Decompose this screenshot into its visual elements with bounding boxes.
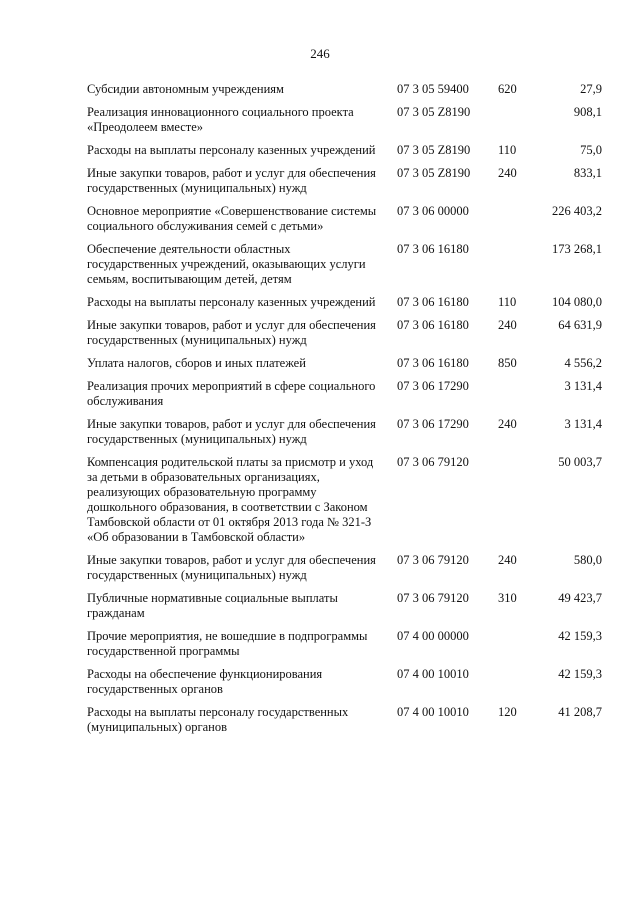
table-row (87, 105, 602, 135)
row-name: Иные закупки товаров, работ и услуг для обеспечения государственных (муниципальных) нужд (87, 166, 376, 195)
table-row (87, 667, 602, 697)
row-code: 07 3 06 16180 (397, 318, 469, 332)
row-name: Расходы на выплаты персоналу государственных (муниципальных) органов (87, 705, 349, 734)
row-name: Расходы на выплаты персоналу казенных учреждений (87, 143, 376, 157)
row-code: 07 4 00 00000 (397, 629, 469, 643)
row-amount: 3 131,4 (564, 379, 602, 393)
row-code: 07 3 06 00000 (397, 204, 469, 218)
row-amount: 64 631,9 (558, 318, 602, 332)
row-amount: 173 268,1 (552, 242, 602, 256)
table-row (87, 356, 602, 371)
row-name: Публичные нормативные социальные выплаты гражданам (87, 591, 338, 620)
row-code: 07 3 05 59400 (397, 82, 469, 96)
row-code: 07 3 05 Z8190 (397, 166, 471, 180)
row-name: Реализация инновационного социального проекта «Преодолеем вместе» (87, 105, 354, 134)
table-row (87, 379, 602, 409)
row-name: Основное мероприятие «Совершенствование системы социального обслуживания семей с детьми» (87, 204, 377, 233)
row-code: 07 3 06 17290 (397, 379, 469, 393)
row-amount: 580,0 (573, 553, 602, 567)
row-name: Иные закупки товаров, работ и услуг для обеспечения государственных (муниципальных) нужд (87, 553, 376, 582)
row-type: 850 (498, 356, 517, 370)
row-type: 110 (498, 295, 517, 309)
budget-table (87, 82, 602, 743)
row-type: 620 (498, 82, 517, 96)
table-row (87, 143, 602, 158)
row-name: Компенсация родительской платы за присмотр и уход за детьми в образовательных организациях, реализующих образовательную программу дошкольного образования, в соответствии с Законом Тамбовской области от 01 октября 2013 года № 321-З «Об образовании в Тамбовской области» (87, 455, 374, 544)
table-row (87, 204, 602, 234)
row-amount: 4 556,2 (564, 356, 602, 370)
row-code: 07 4 00 10010 (397, 667, 469, 681)
row-amount: 3 131,4 (564, 417, 602, 431)
row-name: Реализация прочих мероприятий в сфере социального обслуживания (87, 379, 376, 408)
row-amount: 833,1 (573, 166, 602, 180)
row-name: Прочие мероприятия, не вошедшие в подпрограммы государственной программы (87, 629, 368, 658)
table-row (87, 242, 602, 287)
row-amount: 226 403,2 (552, 204, 602, 218)
row-code: 07 3 05 Z8190 (397, 105, 471, 119)
row-code: 07 3 06 16180 (397, 242, 469, 256)
table-row (87, 629, 602, 659)
row-amount: 50 003,7 (558, 455, 602, 469)
row-type: 110 (498, 143, 517, 157)
row-code: 07 3 05 Z8190 (397, 143, 471, 157)
row-code: 07 3 06 16180 (397, 295, 469, 309)
row-name: Расходы на обеспечение функционирования государственных органов (87, 667, 323, 696)
row-name: Иные закупки товаров, работ и услуг для обеспечения государственных (муниципальных) нужд (87, 318, 376, 347)
row-name: Расходы на выплаты персоналу казенных учреждений (87, 295, 376, 309)
row-type: 120 (498, 705, 517, 719)
page-number: 246 (310, 46, 330, 61)
table-row (87, 417, 602, 447)
table-row (87, 553, 602, 583)
row-type: 240 (498, 166, 517, 180)
row-amount: 42 159,3 (558, 667, 602, 681)
row-name: Уплата налогов, сборов и иных платежей (87, 356, 306, 370)
row-amount: 104 080,0 (552, 295, 602, 309)
row-amount: 75,0 (580, 143, 602, 157)
row-code: 07 3 06 17290 (397, 417, 469, 431)
row-amount: 908,1 (573, 105, 602, 119)
row-code: 07 3 06 79120 (397, 591, 469, 605)
table-row (87, 318, 602, 348)
row-amount: 41 208,7 (558, 705, 602, 719)
row-amount: 49 423,7 (558, 591, 602, 605)
row-name: Иные закупки товаров, работ и услуг для обеспечения государственных (муниципальных) нужд (87, 417, 376, 446)
row-type: 310 (498, 591, 517, 605)
row-type: 240 (498, 318, 517, 332)
table-row (87, 591, 602, 621)
row-name: Обеспечение деятельности областных государственных учреждений, оказывающих услуги семьям, воспитывающим детей, детям (87, 242, 366, 286)
table-row (87, 455, 602, 545)
table-row (87, 82, 602, 97)
row-amount: 27,9 (580, 82, 602, 96)
row-type: 240 (498, 417, 517, 431)
row-code: 07 4 00 10010 (397, 705, 469, 719)
table-row (87, 295, 602, 310)
row-type: 240 (498, 553, 517, 567)
row-code: 07 3 06 79120 (397, 455, 469, 469)
table-row (87, 166, 602, 196)
row-code: 07 3 06 16180 (397, 356, 469, 370)
table-row (87, 705, 602, 735)
row-amount: 42 159,3 (558, 629, 602, 643)
row-code: 07 3 06 79120 (397, 553, 469, 567)
row-name: Субсидии автономным учреждениям (87, 82, 284, 96)
